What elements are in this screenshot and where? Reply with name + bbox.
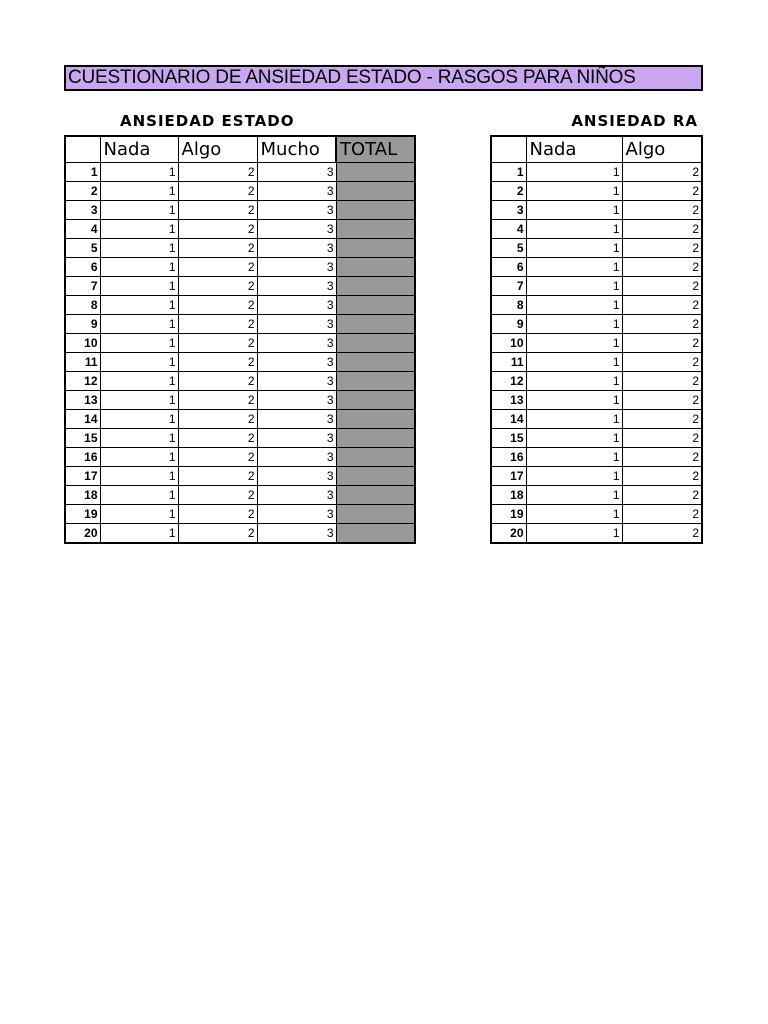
table-row — [491, 163, 702, 182]
item-number-cell: 17 — [65, 467, 100, 486]
item-number-cell: 19 — [491, 505, 526, 524]
nada-cell: 1 — [526, 315, 622, 334]
table-row — [491, 448, 702, 467]
item-number-cell: 1 — [65, 163, 100, 182]
item-number-cell: 4 — [491, 220, 526, 239]
mucho-cell: 3 — [257, 429, 336, 448]
algo-cell: 2 — [178, 524, 257, 544]
item-number-cell: 15 — [65, 429, 100, 448]
mucho-cell: 3 — [257, 467, 336, 486]
algo-cell: 2 — [622, 239, 702, 258]
item-number-cell: 11 — [491, 353, 526, 372]
nada-cell: 1 — [100, 524, 178, 544]
nada-cell: 1 — [526, 448, 622, 467]
algo-cell: 2 — [178, 163, 257, 182]
item-number-cell: 9 — [65, 315, 100, 334]
nada-cell: 1 — [100, 429, 178, 448]
total-cell[interactable] — [336, 391, 415, 410]
estado-table-body — [65, 163, 415, 544]
item-number-cell: 12 — [65, 372, 100, 391]
algo-cell: 2 — [622, 277, 702, 296]
nada-cell: 1 — [526, 296, 622, 315]
algo-cell: 2 — [622, 258, 702, 277]
total-cell[interactable] — [336, 277, 415, 296]
item-number-cell: 16 — [491, 448, 526, 467]
item-number-cell: 4 — [65, 220, 100, 239]
table-row — [491, 524, 702, 544]
table-row — [65, 220, 415, 239]
nada-cell: 1 — [100, 334, 178, 353]
table-row — [491, 315, 702, 334]
algo-cell: 2 — [178, 220, 257, 239]
estado-section-title: ANSIEDAD ESTADO — [120, 112, 295, 130]
item-number-cell: 6 — [65, 258, 100, 277]
nada-cell: 1 — [526, 505, 622, 524]
item-number-cell: 13 — [65, 391, 100, 410]
algo-cell: 2 — [622, 315, 702, 334]
nada-cell: 1 — [526, 391, 622, 410]
nada-cell: 1 — [100, 258, 178, 277]
mucho-cell: 3 — [257, 372, 336, 391]
table-row — [65, 505, 415, 524]
table-row — [65, 334, 415, 353]
item-number-cell: 11 — [65, 353, 100, 372]
algo-cell: 2 — [178, 467, 257, 486]
rasgo-table-body — [491, 163, 702, 544]
item-number-cell: 14 — [65, 410, 100, 429]
algo-cell: 2 — [622, 182, 702, 201]
nada-cell: 1 — [100, 467, 178, 486]
algo-cell: 2 — [178, 258, 257, 277]
table-row — [65, 315, 415, 334]
nada-cell: 1 — [100, 296, 178, 315]
table-row — [491, 467, 702, 486]
algo-cell: 2 — [622, 220, 702, 239]
table-row — [491, 410, 702, 429]
nada-cell: 1 — [100, 201, 178, 220]
nada-cell: 1 — [526, 239, 622, 258]
table-row — [65, 410, 415, 429]
algo-cell: 2 — [622, 524, 702, 544]
mucho-cell: 3 — [257, 239, 336, 258]
total-cell[interactable] — [336, 334, 415, 353]
nada-cell: 1 — [100, 505, 178, 524]
nada-cell: 1 — [100, 315, 178, 334]
nada-cell: 1 — [526, 201, 622, 220]
item-number-cell: 5 — [65, 239, 100, 258]
table-row — [65, 201, 415, 220]
total-cell[interactable] — [336, 315, 415, 334]
total-cell[interactable] — [336, 410, 415, 429]
table-row — [491, 391, 702, 410]
mucho-cell: 3 — [257, 277, 336, 296]
item-number-cell: 12 — [491, 372, 526, 391]
total-cell[interactable] — [336, 448, 415, 467]
table-row — [65, 524, 415, 544]
estado-header-algo: Algo — [178, 136, 257, 163]
item-number-cell: 13 — [491, 391, 526, 410]
estado-header-total: TOTAL — [336, 136, 415, 163]
total-cell[interactable] — [336, 486, 415, 505]
algo-cell: 2 — [178, 315, 257, 334]
item-number-cell: 7 — [65, 277, 100, 296]
rasgo-header-index — [491, 136, 526, 163]
mucho-cell: 3 — [257, 163, 336, 182]
table-row — [65, 486, 415, 505]
algo-cell: 2 — [622, 486, 702, 505]
estado-header-index — [65, 136, 100, 163]
mucho-cell: 3 — [257, 220, 336, 239]
nada-cell: 1 — [526, 163, 622, 182]
total-cell[interactable] — [336, 258, 415, 277]
algo-cell: 2 — [622, 410, 702, 429]
total-cell[interactable] — [336, 505, 415, 524]
algo-cell: 2 — [178, 505, 257, 524]
table-row — [491, 239, 702, 258]
mucho-cell: 3 — [257, 486, 336, 505]
total-cell[interactable] — [336, 372, 415, 391]
item-number-cell: 19 — [65, 505, 100, 524]
item-number-cell: 9 — [491, 315, 526, 334]
table-row — [65, 277, 415, 296]
algo-cell: 2 — [622, 163, 702, 182]
estado-header-row — [65, 136, 415, 163]
rasgo-section-title: ANSIEDAD RA — [571, 112, 698, 130]
nada-cell: 1 — [100, 391, 178, 410]
item-number-cell: 8 — [491, 296, 526, 315]
algo-cell: 2 — [178, 353, 257, 372]
table-row — [491, 505, 702, 524]
nada-cell: 1 — [100, 163, 178, 182]
table-row — [491, 277, 702, 296]
total-cell[interactable] — [336, 467, 415, 486]
total-cell[interactable] — [336, 201, 415, 220]
total-cell[interactable] — [336, 239, 415, 258]
mucho-cell: 3 — [257, 334, 336, 353]
mucho-cell: 3 — [257, 201, 336, 220]
nada-cell: 1 — [100, 353, 178, 372]
total-cell[interactable] — [336, 296, 415, 315]
mucho-cell: 3 — [257, 410, 336, 429]
item-number-cell: 3 — [491, 201, 526, 220]
nada-cell: 1 — [526, 429, 622, 448]
algo-cell: 2 — [178, 391, 257, 410]
algo-cell: 2 — [622, 429, 702, 448]
mucho-cell: 3 — [257, 182, 336, 201]
total-cell[interactable] — [336, 429, 415, 448]
algo-cell: 2 — [622, 296, 702, 315]
algo-cell: 2 — [622, 334, 702, 353]
mucho-cell: 3 — [257, 524, 336, 544]
nada-cell: 1 — [526, 277, 622, 296]
item-number-cell: 17 — [491, 467, 526, 486]
estado-header-nada: Nada — [100, 136, 178, 163]
nada-cell: 1 — [526, 524, 622, 544]
table-row — [65, 258, 415, 277]
nada-cell: 1 — [100, 448, 178, 467]
table-row — [65, 448, 415, 467]
nada-cell: 1 — [526, 372, 622, 391]
table-row — [65, 372, 415, 391]
nada-cell: 1 — [526, 353, 622, 372]
nada-cell: 1 — [100, 372, 178, 391]
mucho-cell: 3 — [257, 448, 336, 467]
nada-cell: 1 — [526, 467, 622, 486]
algo-cell: 2 — [178, 182, 257, 201]
item-number-cell: 15 — [491, 429, 526, 448]
algo-cell: 2 — [622, 505, 702, 524]
algo-cell: 2 — [178, 486, 257, 505]
item-number-cell: 8 — [65, 296, 100, 315]
total-cell[interactable] — [336, 353, 415, 372]
nada-cell: 1 — [100, 239, 178, 258]
table-row — [491, 334, 702, 353]
item-number-cell: 18 — [65, 486, 100, 505]
algo-cell: 2 — [178, 448, 257, 467]
table-row — [491, 429, 702, 448]
nada-cell: 1 — [100, 410, 178, 429]
algo-cell: 2 — [178, 296, 257, 315]
item-number-cell: 16 — [65, 448, 100, 467]
table-row — [65, 467, 415, 486]
algo-cell: 2 — [178, 201, 257, 220]
item-number-cell: 5 — [491, 239, 526, 258]
table-row — [491, 220, 702, 239]
mucho-cell: 3 — [257, 315, 336, 334]
rasgo-table — [490, 135, 703, 544]
table-row — [491, 201, 702, 220]
table-row — [491, 372, 702, 391]
nada-cell: 1 — [100, 182, 178, 201]
table-row — [491, 182, 702, 201]
nada-cell: 1 — [100, 220, 178, 239]
total-cell[interactable] — [336, 220, 415, 239]
table-row — [65, 296, 415, 315]
total-cell[interactable] — [336, 524, 415, 544]
total-cell[interactable] — [336, 163, 415, 182]
item-number-cell: 2 — [65, 182, 100, 201]
table-row — [65, 239, 415, 258]
item-number-cell: 6 — [491, 258, 526, 277]
rasgo-header-row — [491, 136, 702, 163]
item-number-cell: 1 — [491, 163, 526, 182]
table-row — [65, 391, 415, 410]
item-number-cell: 10 — [65, 334, 100, 353]
mucho-cell: 3 — [257, 505, 336, 524]
rasgo-header-nada: Nada — [526, 136, 622, 163]
table-row — [65, 353, 415, 372]
nada-cell: 1 — [526, 220, 622, 239]
item-number-cell: 7 — [491, 277, 526, 296]
item-number-cell: 3 — [65, 201, 100, 220]
page-title: CUESTIONARIO DE ANSIEDAD ESTADO - RASGOS PARA NIÑOS — [64, 65, 703, 91]
nada-cell: 1 — [526, 410, 622, 429]
item-number-cell: 2 — [491, 182, 526, 201]
algo-cell: 2 — [622, 372, 702, 391]
nada-cell: 1 — [100, 277, 178, 296]
item-number-cell: 20 — [491, 524, 526, 544]
algo-cell: 2 — [178, 410, 257, 429]
mucho-cell: 3 — [257, 391, 336, 410]
item-number-cell: 14 — [491, 410, 526, 429]
item-number-cell: 18 — [491, 486, 526, 505]
algo-cell: 2 — [178, 372, 257, 391]
algo-cell: 2 — [622, 467, 702, 486]
table-row — [491, 296, 702, 315]
mucho-cell: 3 — [257, 353, 336, 372]
algo-cell: 2 — [178, 239, 257, 258]
table-row — [65, 163, 415, 182]
rasgo-header-algo: Algo — [622, 136, 702, 163]
algo-cell: 2 — [178, 334, 257, 353]
item-number-cell: 20 — [65, 524, 100, 544]
algo-cell: 2 — [622, 201, 702, 220]
estado-table — [64, 135, 416, 544]
mucho-cell: 3 — [257, 296, 336, 315]
total-cell[interactable] — [336, 182, 415, 201]
estado-header-mucho: Mucho — [257, 136, 336, 163]
nada-cell: 1 — [526, 334, 622, 353]
algo-cell: 2 — [622, 391, 702, 410]
item-number-cell: 10 — [491, 334, 526, 353]
table-row — [491, 486, 702, 505]
nada-cell: 1 — [526, 258, 622, 277]
table-row — [491, 353, 702, 372]
nada-cell: 1 — [526, 182, 622, 201]
algo-cell: 2 — [178, 429, 257, 448]
table-row — [65, 182, 415, 201]
table-row — [65, 429, 415, 448]
nada-cell: 1 — [100, 486, 178, 505]
algo-cell: 2 — [622, 353, 702, 372]
algo-cell: 2 — [622, 448, 702, 467]
algo-cell: 2 — [178, 277, 257, 296]
mucho-cell: 3 — [257, 258, 336, 277]
nada-cell: 1 — [526, 486, 622, 505]
table-row — [491, 258, 702, 277]
